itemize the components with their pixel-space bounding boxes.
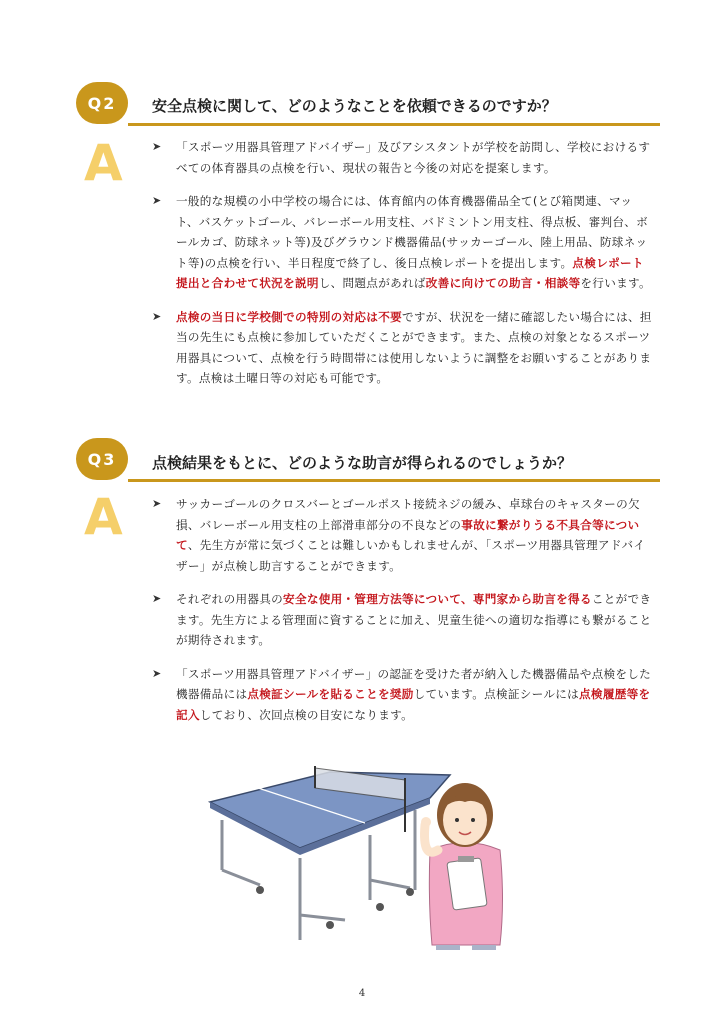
q2-title: 安全点検に関して、どのようなことを依頼できるのですか？ <box>152 97 557 115</box>
body-text: ですが、状況を一緒に確認したい場合には、担当の先生にも点検に参加していただくことができます。また、点検の対象となるスポーツ用器具について、点検を行う時間帯には使用しないように調整をお願いすることがあります。点検は土曜日等の対応も可能です。 <box>176 309 652 385</box>
arrow-bullet-icon: ➤ <box>152 666 162 680</box>
arrow-bullet-icon: ➤ <box>152 592 162 605</box>
body-text: しており、次回点検の目安になります。 <box>199 707 413 722</box>
body-text: しています。点検証シールには <box>413 687 580 701</box>
answer-bullet <box>152 589 652 651</box>
teacher-figure <box>421 783 503 950</box>
highlighted-text: 改善に向けての助言・相談等 <box>425 276 581 290</box>
highlighted-text: 事故に繋がりうる不具合等について <box>176 517 640 552</box>
q3-badge: Q3 <box>76 438 128 480</box>
q3-divider <box>128 479 660 482</box>
q2-answer-letter: A <box>84 134 123 192</box>
q2-divider <box>128 123 660 126</box>
body-text: ことができます。先生方による管理面に資することに加え、児童生徒への適切な指導にも繋がることが期待されます。 <box>176 592 652 647</box>
highlighted-text: 点検の当日に学校側での特別の対応は不要 <box>176 309 402 324</box>
body-text: 「スポーツ用器具管理アドバイザー」の認証を受けた者が納入した機器備品や点検をした機器備品には <box>176 666 652 701</box>
highlighted-text: 点検レポート提出と合わせて状況を説明 <box>176 255 644 290</box>
arrow-bullet-icon: ➤ <box>152 140 162 153</box>
page-number: 4 <box>358 988 366 999</box>
highlighted-text: 点検履歴等を記入 <box>176 687 651 722</box>
table-tennis-illustration <box>200 740 520 950</box>
arrow-bullet-icon: ➤ <box>152 194 162 207</box>
body-text: 「スポーツ用器具管理アドバイザー」及びアシスタントが学校を訪問し、学校におけるすべての体育器具の点検を行い、現状の報告と今後の対応を提案します。 <box>176 140 651 175</box>
answer-bullet <box>152 191 652 294</box>
arrow-bullet-icon: ➤ <box>152 309 162 323</box>
q3-answer-letter: A <box>84 488 123 546</box>
q2-answer-list <box>152 137 652 402</box>
answer-bullet <box>152 494 652 576</box>
table-casters <box>256 886 414 929</box>
body-text: を行います。 <box>580 276 651 290</box>
body-text: し、問題点があれば <box>318 276 426 290</box>
answer-bullet <box>152 664 652 726</box>
answer-bullet <box>152 307 652 389</box>
q2-badge: Q2 <box>76 82 128 124</box>
body-text: 一般的な規模の小中学校の場合には、体育館内の体育機器備品全て(とび箱関連、マット、バスケットゴール、バレーボール用支柱、バドミントン用支柱、得点板、審判台、ボールカゴ、防球ネット等)及びグラウンド機器備品(サッカーゴール、陸上用品、防球ネット等)の点検を行い、半日程度で終了し、後日点検レポートを提出します。 <box>176 194 649 270</box>
highlighted-text: 安全な使用・管理方法等について、専門家から助言を得る <box>283 592 592 606</box>
q3-title: 点検結果をもとに、どのような助言が得られるのでしょうか？ <box>152 454 573 472</box>
q3-answer-list <box>152 494 652 738</box>
answer-bullet <box>152 137 652 178</box>
body-text: それぞれの用器具の <box>176 592 284 606</box>
highlighted-text: 点検証シールを貼ることを奨励 <box>247 687 414 701</box>
body-text: サッカーゴールのクロスバーとゴールポスト接続ネジの緩み、卓球台のキャスターの欠損、バレーボール用支柱の上部滑車部分の不良などの <box>176 497 640 532</box>
body-text: 、先生方が常に気づくことは難しいかもしれませんが、「スポーツ用器具管理アドバイザー」が点検し助言することができます。 <box>176 538 646 573</box>
arrow-bullet-icon: ➤ <box>152 497 162 510</box>
